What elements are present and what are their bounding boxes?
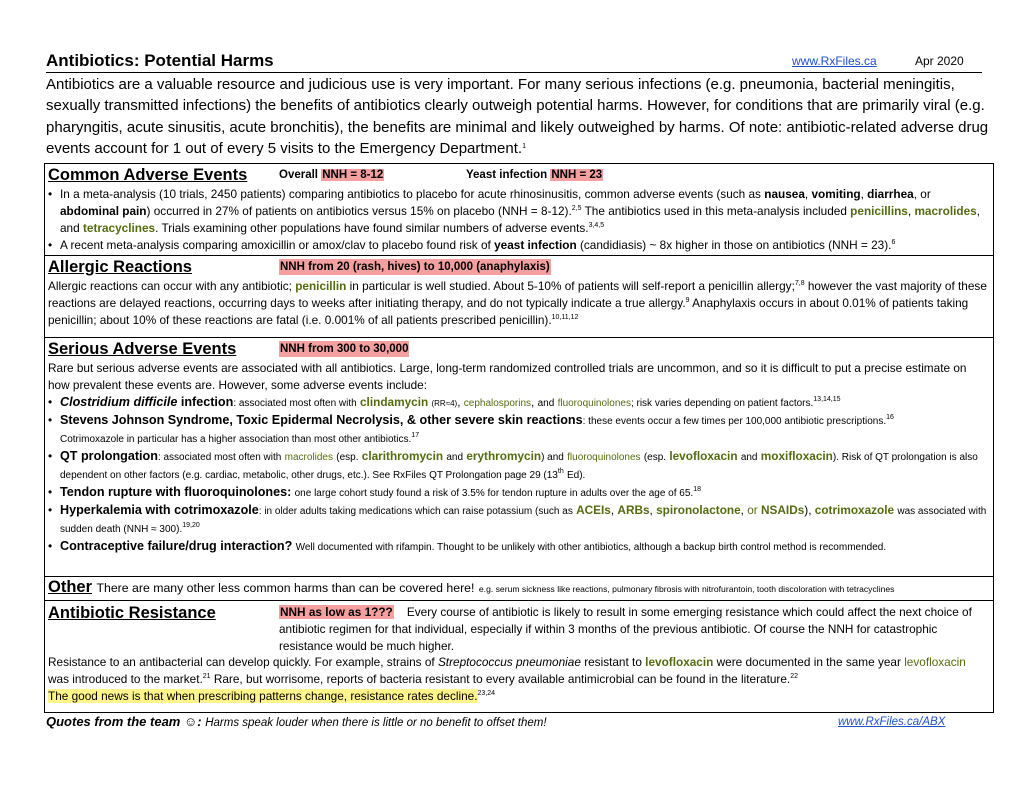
ref: 2,5 xyxy=(571,205,582,212)
text: however the vast majority of these reactions are delayed reactions, occurring days to weeks after initiating therapy, and do not typically indicate a true allergy. xyxy=(48,279,987,310)
harms-table xyxy=(44,163,994,713)
text: Cotrimoxazole in particular has a higher association than most other antibiotics. xyxy=(60,434,412,445)
section-common-adverse-events xyxy=(45,164,993,255)
section-antibiotic-resistance xyxy=(45,600,993,713)
drug: moxifloxacin xyxy=(760,449,833,463)
drug: levofloxacin xyxy=(645,655,714,669)
section-serious-adverse-events xyxy=(45,337,993,577)
term: nausea xyxy=(764,187,805,201)
section-body xyxy=(45,654,993,705)
overall-label: Overall xyxy=(279,169,318,181)
section-header xyxy=(45,256,993,278)
ref: 22 xyxy=(790,673,798,680)
drug: macrolides xyxy=(914,204,977,218)
text: : associated most often with xyxy=(157,452,282,463)
other-line xyxy=(48,578,894,597)
text: and xyxy=(60,221,80,235)
yeast-nnh-badge: NNH = 23 xyxy=(551,169,603,181)
ref: 6 xyxy=(891,239,896,246)
text: (candidiasis) ~ 8x higher in those on antibiotics (NNH = 23). xyxy=(579,238,892,252)
drug: penicillins xyxy=(850,204,908,218)
text: ). Risk of QT prolongation is also dependent on other factors (e.g. cardiac, metabolic, other drugs, etc.). See RxFiles QT Prolongation page 29 (13 xyxy=(60,452,978,481)
drug: clarithromycin xyxy=(361,449,444,463)
drug: spironolactone xyxy=(656,503,741,517)
section-title: Serious Adverse Events xyxy=(48,340,237,358)
text: (RR≈4) xyxy=(431,399,458,408)
list-item: • Hyperkalemia with cotrimoxazole: in older adults taking medications which can raise potassium (such as ACEIs, ARBs, spironolactone, or NSAIDs), cotrimoxazole was associated with sudden death (NNH ≈ 300).$^{19,20}$ xyxy=(48,502,989,538)
text: e.g. serum sickness like reactions, pulmonary fibrosis with nitrofurantoin, tooth discoloration with tetracyclines xyxy=(478,584,895,594)
section-title: Allergic Reactions xyxy=(48,258,192,276)
text: and xyxy=(740,452,758,463)
ref: 7,8 xyxy=(794,280,805,287)
text: or xyxy=(920,187,931,201)
drug: levofloxacin xyxy=(669,449,738,463)
text: Anaphylaxis occurs in about 0.01% of patients taking penicillin; about 10% of these reactions are fatal (i.e. 0.001% of all patients prescribed penicillin). xyxy=(48,296,969,327)
drug: fluoroquinolones xyxy=(557,398,631,409)
drug: ACEIs xyxy=(576,503,611,517)
drug: penicillin xyxy=(295,279,347,293)
list-item xyxy=(48,237,989,254)
text: (esp. xyxy=(336,452,359,463)
text: A recent meta-analysis comparing amoxicillin or amox/clav to placebo found risk of xyxy=(60,238,491,252)
text: : associated most often with xyxy=(233,398,357,409)
list-item xyxy=(48,538,989,556)
section-title: Common Adverse Events xyxy=(48,166,248,184)
drug: cotrimoxazole xyxy=(814,503,895,517)
drug: ARBs xyxy=(617,503,650,517)
intro-paragraph xyxy=(46,74,996,159)
ref: 23,24 xyxy=(477,690,496,697)
drug: levofloxacin xyxy=(904,655,966,669)
quote-text: Harms speak louder when there is little or no benefit to offset them! xyxy=(205,717,547,729)
list-item xyxy=(48,448,989,484)
text: There are many other less common harms than can be covered here! xyxy=(96,581,475,595)
term: abdominal pain xyxy=(60,204,147,218)
list-item xyxy=(48,412,989,448)
text: Allergic reactions can occur with any antibiotic; xyxy=(48,279,292,293)
ref: 18 xyxy=(693,486,701,493)
text: In a meta-analysis (10 trials, 2450 patients) comparing antibiotics to placebo for acute rhinosinusitis, common adverse events (such as xyxy=(60,187,761,201)
item-title xyxy=(60,395,233,409)
ref: 19,20 xyxy=(182,522,200,529)
text: Every course of antibiotic is likely to result in some emerging resistance which could affect the next choice of antibiotic regimen for that individual, especially if within 3 months of the previous antibiotic. Of course the NNH for catastrophic resistance would be much higher. xyxy=(279,605,972,653)
text: were documented in the same year xyxy=(716,655,901,669)
title-row xyxy=(46,50,982,72)
text: in particular is well studied. About 5-10% of patients will self-report a penicillin allergy; xyxy=(349,279,795,293)
resistance-head xyxy=(45,601,993,654)
yeast-label: Yeast infection xyxy=(466,169,548,181)
organism: Clostridium difficile xyxy=(60,395,178,409)
title-divider xyxy=(46,72,982,73)
list-item: • In a meta-analysis (10 trials, 2450 patients) comparing antibiotics to placebo for acute rhinosinusitis, common adverse events (such as nausea, vomiting, diarrhea, or abdominal pain) occurred in 27% of patients on antibiotics versus 15% on placebo (NNH = 8-12).$^{2,5}$ The antibiotics used in this meta-analysis included penicillins, macrolides, and tetracyclines. Trials examining other populations have found similar numbers of adverse events.$^{3,4,5}$ xyxy=(48,186,989,237)
ref: 21 xyxy=(202,673,211,680)
term: yeast infection xyxy=(494,238,577,252)
drug: cephalosporins xyxy=(463,398,532,409)
text: The antibiotics used in this meta-analysis included xyxy=(584,204,847,218)
text: . Trials examining other populations have found similar numbers of adverse events. xyxy=(155,221,589,235)
serious-nnh-badge: NNH from 300 to 30,000 xyxy=(280,343,409,355)
resistance-intro xyxy=(279,604,987,655)
item-title: QT prolongation xyxy=(60,449,158,463)
intro-text: Antibiotics are a valuable resource and judicious use is very important. For many serious infections (e.g. pneumonia, bacterial meningitis, sexually transmitted infections) the benefits of antibiotics clearly outweigh potential harms. However, for conditions that are primarily viral (e.g. pharyngitis, acute sinusitis, acute bronchitis), the benefits are minimal and likely outweighed by harms. Of note: antibiotic-related adverse drug events account for 1 out of every 5 visits to the Emergency Department. xyxy=(46,76,989,157)
list-item xyxy=(48,484,989,502)
text: ; risk varies depending on patient factors. xyxy=(630,398,814,409)
footer xyxy=(46,714,982,732)
rxfiles-link[interactable]: www.RxFiles.ca xyxy=(792,54,877,68)
organism: Streptococcus pneumoniae xyxy=(437,655,581,669)
drug: macrolides xyxy=(284,452,333,463)
overall-nnh-badge: NNH = 8-12 xyxy=(322,169,384,181)
list-item: • Clostridium difficile infection: associated most often with clindamycin (RR≈4), cephalosporins, and fluoroquinolones; risk varies depending on patient factors.$^{13,14,15}$ xyxy=(48,394,989,412)
text: : these events occur a few times per 100,000 antibiotic prescriptions. xyxy=(582,416,887,427)
text: one large cohort study found a risk of 3.5% for tendon rupture in adults over the age of 65. xyxy=(294,488,694,499)
item-title: Stevens Johnson Syndrome, Toxic Epidermal Necrolysis, & other severe skin reactions xyxy=(60,413,583,427)
yeast-nnh-label xyxy=(466,167,603,183)
section-body xyxy=(45,186,993,254)
text: : xyxy=(197,714,202,729)
ref: 16 xyxy=(886,414,894,421)
item-title: Contraceptive failure/drug interaction? xyxy=(60,539,293,553)
drug: clindamycin xyxy=(360,395,429,409)
section-header xyxy=(45,164,993,186)
ref: 9 xyxy=(685,297,690,304)
text: ) occurred in 27% of patients on antibiotics versus 15% on placebo (NNH = 8-12). xyxy=(146,204,572,218)
text: and xyxy=(446,452,464,463)
section-body xyxy=(45,360,993,556)
quote-line xyxy=(46,714,547,729)
text: Resistance to an antibacterial can develop quickly. For example, strains of xyxy=(48,655,435,669)
text: Well documented with rifampin. Thought to be unlikely with other antibiotics, although a backup birth control method is recommended. xyxy=(295,542,887,553)
drug: NSAIDs xyxy=(761,503,805,517)
page-title: Antibiotics: Potential Harms xyxy=(46,51,274,70)
overall-nnh-label xyxy=(279,167,384,183)
item-title: Tendon rupture with fluoroquinolones: xyxy=(60,485,292,499)
drug: fluoroquinolones xyxy=(567,452,641,463)
text: Ed). xyxy=(567,470,586,481)
superscript: th xyxy=(557,468,564,475)
ref: 13,14,15 xyxy=(813,396,841,403)
drug: tetracyclines xyxy=(82,221,156,235)
text: infection xyxy=(180,395,234,409)
drug: erythromycin xyxy=(466,449,542,463)
ref: 10,11,12 xyxy=(551,314,579,321)
text: (esp. xyxy=(643,452,667,463)
section-title: Antibiotic Resistance xyxy=(48,604,216,622)
text: and xyxy=(537,398,555,409)
text: was associated with sudden death (NNH ≈ 300). xyxy=(60,506,987,535)
text: was introduced to the market. xyxy=(48,672,203,686)
section-other xyxy=(45,576,993,601)
allergic-nnh-badge: NNH from 20 (rash, hives) to 10,000 (anaphylaxis) xyxy=(280,261,550,273)
text: Rare, but worrisome, reports of bacteria resistant to every available antimicrobial can be found in the literature. xyxy=(213,672,791,686)
ref: 3,4,5 xyxy=(588,222,605,229)
good-news-highlight: The good news is that when prescribing patterns change, resistance rates decline. xyxy=(48,689,478,703)
section-allergic-reactions xyxy=(45,255,993,338)
item-title: Hyperkalemia with cotrimoxazole xyxy=(60,503,259,517)
intro-ref: 1 xyxy=(522,142,526,150)
text: resistant to xyxy=(584,655,642,669)
section-header xyxy=(45,338,993,360)
publication-date: Apr 2020 xyxy=(915,54,964,68)
smiley-icon: ☺ xyxy=(183,714,198,729)
ref: 17 xyxy=(411,432,420,439)
text: ) and xyxy=(541,452,564,463)
term: vomiting xyxy=(811,187,861,201)
term: diarrhea xyxy=(867,187,914,201)
text: : in older adults taking medications which can raise potassium (such as xyxy=(258,506,573,517)
resistance-nnh-badge: NNH as low as 1??? xyxy=(280,605,393,619)
serious-intro: Rare but serious adverse events are associated with all antibiotics. Large, long-term randomized controlled trials are uncommon, and so it is difficult to put a precise estimate on how prevalent these events are. However, some adverse events include: xyxy=(48,361,967,392)
section-body xyxy=(45,278,993,329)
text: or xyxy=(747,503,758,517)
section-title: Other xyxy=(48,578,93,596)
quote-label: Quotes from the team xyxy=(46,714,181,729)
abx-link[interactable]: www.RxFiles.ca/ABX xyxy=(838,716,946,728)
